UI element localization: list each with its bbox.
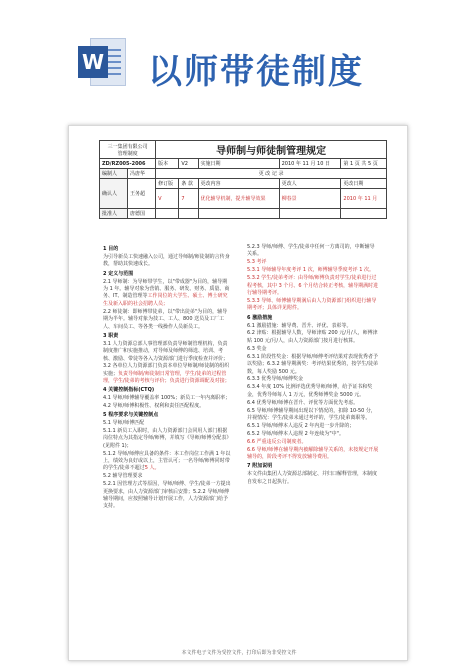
paragraph: 5.2 辅导管理要求 xyxy=(103,473,143,480)
document-page xyxy=(68,125,408,661)
paragraph: 5.3.2 学生/徒弟考评：由导师/师傅负责对学生/徒弟进行过程考核，其中 3 个月、6 个月结合转正考核，辅导期满时进行辅导期考评。 xyxy=(247,275,379,296)
paragraph: 6.3.4 年度 10% 比例评选优秀导师/师傅，给予证书和奖金，优秀导师每人 1 万元，优秀师傅奖金 5000 元。 xyxy=(247,384,373,398)
paragraph: 6.6 导师/师傅在辅导期内被解除辅导关系的，未按规定开展辅导的，阶段考评不得发放辅导费用。 xyxy=(247,446,379,460)
footer-note: 本文件电子文件为受控文件，打印后即为非受控文件 xyxy=(181,650,297,656)
effective-date: 2010 年 11 月 10 日 xyxy=(279,159,341,169)
paragraph: 6.5 导师/师傅辅导期间出现以下情况的，扣除 10-50 分，并视情况：学生/徒弟未通过考评的，学生/徒弟离职等。 xyxy=(247,407,376,421)
paragraph: 2.2 师徒制：即师傅带徒弟，以"带出徒弟"为目的，辅导期为半年。辅导对象为技工、工人、800 送员及工厂工人、车间员工、等各类一线操作人员新员工。 xyxy=(103,308,228,330)
paragraph: 5.1 导师/师傅匹配 xyxy=(103,419,145,426)
banner xyxy=(0,0,474,118)
paragraph: 6.6 严重违反公司制度者。 xyxy=(247,438,307,445)
paragraph: 为引导新员工快速融入公司，通过导师制/师徒制的言传身教，帮助其快速成长。 xyxy=(103,253,230,268)
doc-number: ZD/RZ005-2006 xyxy=(100,159,156,169)
paragraph: 5.2.3 导师/师傅、学生/徒弟中任何一方离司的，中断辅导关系。 xyxy=(247,244,375,258)
paragraph: 5.2.1 因管理方式等原因，导师/师傅、学生/徒弟一方提出更换要求，由人力资源部门审核后安排；5.2.2 导师/师傅辅导期间，应按照辅导计划开展工作，人力资源部门给予支持。 xyxy=(103,481,231,510)
paragraph: 6.3.1 阶段性奖金：根据导师/师傅考评结果对表现优秀者予以奖励；6.3.2 辅导期满奖：考评结果优秀的，按学生/徒弟数，每人奖励 500 元。 xyxy=(247,353,378,375)
paragraph: 6.4 优秀导师/师傅在晋升、评优等方面优先考虑。 xyxy=(247,399,359,406)
paragraph: 5.1.2 导师/师傅应具备的条件：本工作岗位工作满 1 年以上，绩效为良好或以上，主管认可；一名导师/师傅同时带的学生/徒弟不超过5 人。 xyxy=(103,450,231,472)
section-heading: 3 职责 xyxy=(103,332,119,339)
section-heading: 7 附加说明 xyxy=(247,463,273,470)
page-count: 第 1 页 共 5 页 xyxy=(341,159,387,169)
paragraph: 6.3.3 优秀导师/师傅奖金 xyxy=(247,376,303,383)
document-header-table: 三一集团有限公司 管理制度 导师制与师徒制管理规定 ZD/RZ005-2006 版本 V2 实施日期 2010 年 11 月 10 日 第 1 页 共 5 页 编制人 冯唐华 更 改 记 录 确认人 王务超 修订版 条 款 更改内容 更改人 更改日期 V 7 优化辅导机制，提升辅导效果 柳春景 2010 年 11 月 批准人 唐德国 xyxy=(99,140,387,219)
paragraph: 4.1 导师/师傅辅导覆盖率 100%；新员工一年内离职率；4.2 导师/师傅积极性、权利和责任匹配程度。 xyxy=(103,395,231,409)
paragraph: 5.3.3 导师、师傅辅导期满后由人力资源部门组织进行辅导期考评；具体详见附件。 xyxy=(247,297,377,312)
section-heading: 4 关键控制指标(CTQ) xyxy=(103,387,155,394)
banner-title: 以师带徒制度 xyxy=(148,52,364,92)
paragraph: 6.5.1 导师/师傅本人违反 2 年内进一步升降的； xyxy=(247,422,355,429)
section-heading: 5 程序要求与关键控制点 xyxy=(103,412,159,419)
word-document-icon: W xyxy=(78,38,126,86)
document-title: 导师制与师徒制管理规定 xyxy=(156,141,387,159)
company-cell: 三一集团有限公司 管理制度 xyxy=(100,141,156,159)
paragraph: 5.3.1 导师辅导年度考评 1 次，师傅辅导季度考评 1 次。 xyxy=(247,267,375,274)
right-column-text xyxy=(247,244,379,487)
paragraph: 6.3 奖金 xyxy=(247,345,267,352)
paragraph: 6.2 津贴：根据辅导人数，导师津贴 200 元/月/人，师傅津贴 100 元/月/人，由人力资源部门按月进行核算。 xyxy=(247,330,378,344)
left-column-text xyxy=(103,244,231,511)
paragraph: 本文件由集团人力资源总部制定、并归口解释管理，本制度自发布之日起执行。 xyxy=(247,471,378,485)
paragraph: 6.5.2 导师/师傅本人违规 2 年连续为"中"。 xyxy=(247,430,344,437)
paragraph: 5.3 考评 xyxy=(247,259,267,266)
section-heading: 6 激励措施 xyxy=(247,314,273,321)
paragraph: 2.1 导师制：为导师带学生，以"带成器"为目的，辅导期为 1 年。辅导对象为营销、服务、研发、财务、质量、商务、IT、制造管理等工作岗位的大学生、硕士、博士研究生及新入职的社会招聘人员； xyxy=(103,278,230,307)
paragraph: 5.1.1 新员工入职时，由人力资源部门会同用人部门根据岗位特点为其指定导师/师傅，并填写《导师/师傅分配表》(见附件 1)； xyxy=(103,427,229,449)
paragraph: 6.1 激励措施：辅导费、晋升、评优、表彰等。 xyxy=(247,322,352,329)
section-heading: 2 定义与范围 xyxy=(103,270,134,277)
section-heading: 1 目的 xyxy=(103,246,119,252)
change-record-caption: 更 改 记 录 xyxy=(156,169,387,179)
paragraph: 3.1 人力资源总部人事管理部负责导师制管理机构，负责制度推广和实施推动，对导师及师傅的筛选、培训、考核、激励、带徒等各入力资源部门进行季度检查并评价；3.2 各单位人力资源部门负责本单位导师制/师徒制的组织实施；负责导师制/师徒制日常管理，学生/徒弟的过程管理，学生/徒弟的考核与评价；负责进行资源调配及对接； xyxy=(103,340,230,384)
